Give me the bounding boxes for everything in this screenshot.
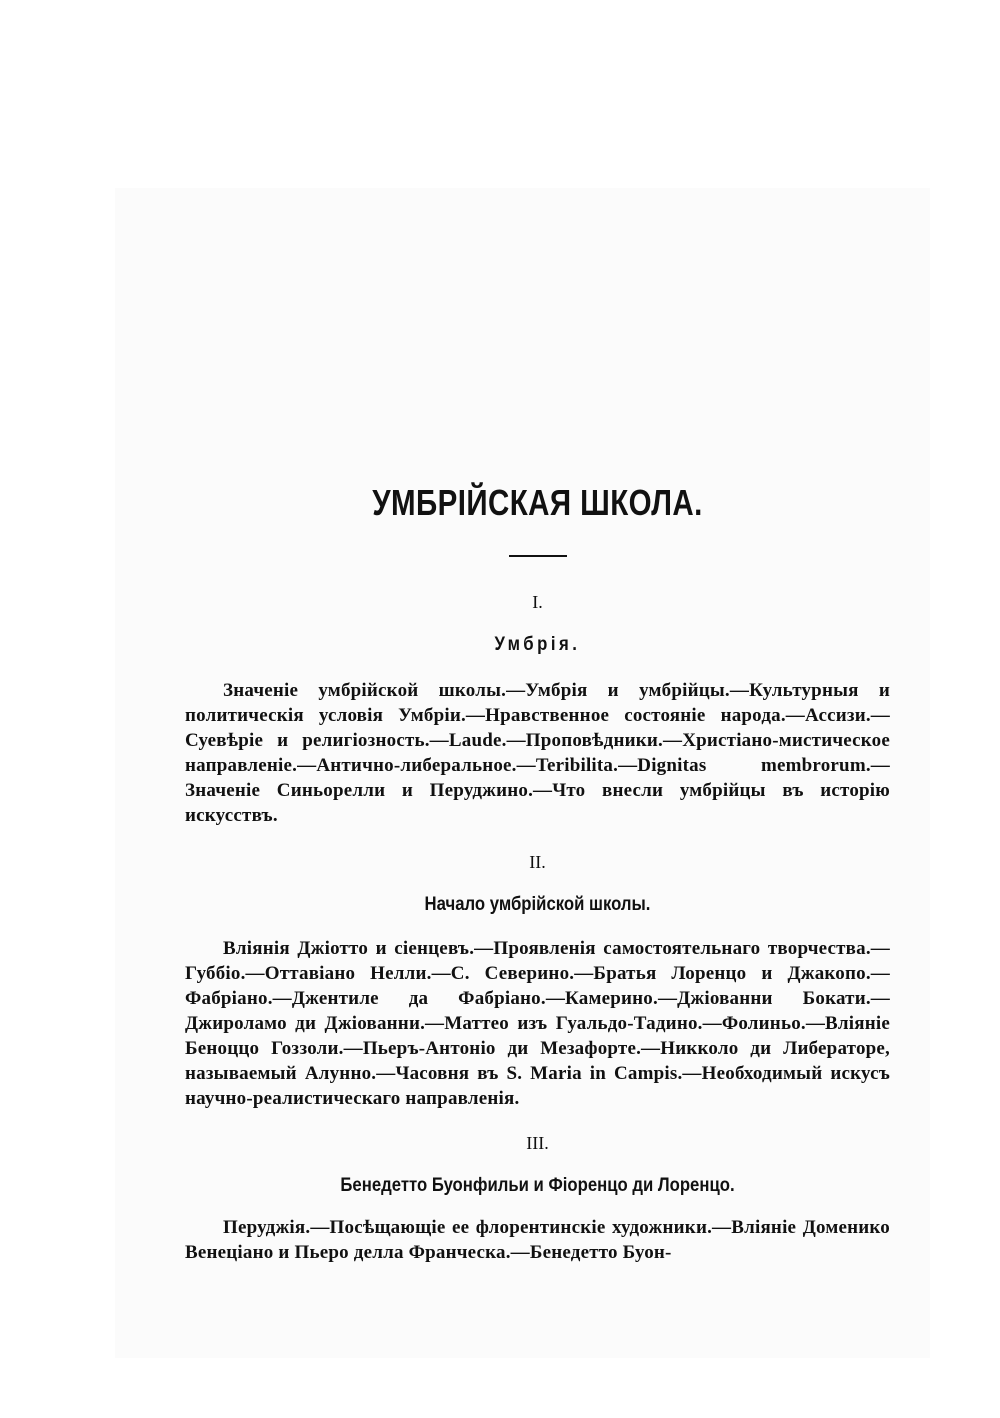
- section-number: II.: [529, 852, 546, 872]
- section-title: Умбрія.: [494, 634, 581, 655]
- page-content: [185, 478, 890, 1265]
- section-1: [185, 591, 890, 828]
- section-title: Бенедетто Буонфильи и Фіоренцо ди Лоренцо.: [340, 1175, 735, 1196]
- section-number: III.: [526, 1133, 549, 1153]
- page-title: УМБРІЙСКАЯ ШКОЛА.: [372, 482, 703, 523]
- section-3: [185, 1132, 890, 1265]
- section-summary: Вліянія Джіотто и сіенцевъ.—Проявленія самостоятельнаго творчества.—Губбіо.—Оттавіано Нелли.—С. Северино.—Братья Лоренцо и Джакопо.—Фабріано.—Джентиле да Фабріано.—Камерино.—Джіованни Бокати.—Джироламо ди Джіованни.—Маттео изъ Гуальдо-Тадино.—Фолиньо.—Вліяніе Беноццо Гоззоли.—Пьеръ-Антоніо ди Мезафорте.—Никколо ди Либераторе, называемый Алунно.—Часовня въ S. Maria in Campis.—Необходимый искусъ научно-реалистическаго направленія.: [185, 938, 890, 1109]
- section-title: Начало умбрійской школы.: [424, 894, 651, 915]
- section-summary: Значеніе умбрійской школы.—Умбрія и умбрійцы.—Культурныя и политическія условія Умбріи.—Нравственное состояніе народа.—Ассизи.—Суевѣріе и религіозность.—Laude.—Проповѣдники.—Христіано-мистическое направленіе.—Антично-либеральное.—Teribilita.—Dignitas membrorum.—Значеніе Синьорелли и Перуджино.—Что внесли умбрійцы въ исторію искусствъ.: [185, 680, 890, 826]
- title-divider: [509, 555, 567, 557]
- section-2: [185, 851, 890, 1111]
- section-summary: Перуджія.—Посѣщающіе ее флорентинскіе художники.—Вліяніе Доменико Венеціано и Пьеро делла Франческа.—Бенедетто Буон-: [185, 1217, 890, 1263]
- section-number: I.: [532, 592, 543, 612]
